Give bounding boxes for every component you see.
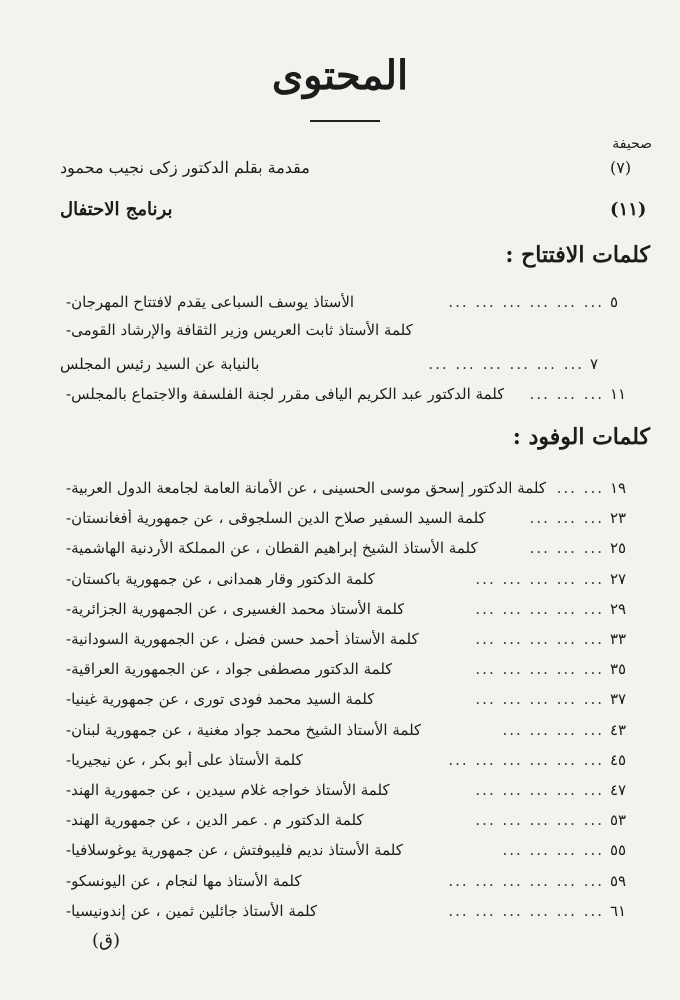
toc-entry: - كلمة الأستاذ نديم فليبوفتش ، عن جمهورية يوغوسلافيا ... ... ... ... ٥٥: [60, 838, 650, 862]
toc-entry: - كلمة الأستاذ مها لنجام ، عن اليونسكو ... ... ... ... ... ... ٥٩: [60, 869, 650, 893]
toc-entry-page: ١٩: [610, 479, 627, 497]
toc-entry: - كلمة الدكتور وقار همدانى ، عن جمهورية باكستان ... ... ... ... ... ٢٧: [60, 567, 650, 591]
page-title: المحتوى: [271, 52, 409, 99]
toc-entry-text: برنامج الاحتفال: [60, 198, 173, 220]
title-underline: [310, 120, 380, 122]
toc-entry: - كلمة الدكتور إسحق موسى الحسينى ، عن الأمانة العامة لجامعة الدول العربية ... ... ١٩: [60, 476, 650, 500]
toc-entry-text: كلمة الأستاذ جائلين ثمين ، عن إندونيسيا: [71, 901, 318, 920]
toc-entry-text: كلمة الدكتور عبد الكريم اليافى مقرر لجنة الفلسفة والاجتماع بالمجلس: [71, 385, 505, 403]
toc-entry-text: كلمة الأستاذ مها لنجام ، عن اليونسكو: [71, 871, 302, 890]
toc-entry-page: ٣٣: [610, 630, 627, 648]
toc-entry-page: ٥: [610, 293, 619, 311]
toc-entry: - كلمة الأستاذ أحمد حسن فضل ، عن الجمهورية السودانية ... ... ... ... ... ٣٣: [60, 627, 650, 651]
toc-entry: - كلمة الأستاذ ثابت العريس وزير الثقافة والإرشاد القومى: [66, 321, 413, 339]
toc-entry: - كلمة السيد محمد فودى تورى ، عن جمهورية غينيا ... ... ... ... ... ٣٧: [60, 687, 650, 711]
section-heading-opening: كلمات الافتتاح :: [505, 242, 650, 268]
toc-entry-text: كلمة الدكتور مصطفى جواد ، عن الجمهورية العراقية: [71, 660, 393, 679]
toc-entry-page: ٣٧: [610, 690, 627, 709]
toc-entry-text: مقدمة بقلم الدكتور زكى نجيب محمود: [60, 157, 310, 177]
toc-entry-page: ٤٧: [610, 781, 627, 799]
toc-entry-page: ٥٣: [610, 811, 627, 830]
toc-entry: - كلمة الأستاذ محمد الغسيرى ، عن الجمهورية الجزائرية ... ... ... ... ... ٢٩: [60, 597, 650, 621]
toc-entry: - كلمة الدكتور مصطفى جواد ، عن الجمهورية العراقية ... ... ... ... ... ٣٥: [60, 657, 650, 681]
toc-entry-text: كلمة الأستاذ ثابت العريس وزير الثقافة والإرشاد القومى: [71, 321, 413, 339]
toc-entry-text: كلمة الدكتور م . عمر الدين ، عن جمهورية الهند: [71, 811, 364, 830]
toc-entry-text: كلمة الأستاذ على أبو بكر ، عن نيجيريا: [71, 750, 303, 769]
toc-entry-page: ٢٥: [610, 539, 627, 558]
toc-entry-continuation: بالنيابة عن السيد رئيس المجلس ... ... ... ... ... ... ٧: [60, 352, 630, 376]
toc-entry-text: كلمة الأستاذ خواجه غلام سيدين ، عن جمهورية الهند: [71, 781, 390, 799]
toc-entry: - كلمة السيد السفير صلاح الدين السلجوقى ، عن جمهورية أفغانستان ... ... ... ٢٣: [60, 506, 650, 530]
toc-entry-text: كلمة الدكتور إسحق موسى الحسينى ، عن الأمانة العامة لجامعة الدول العربية: [71, 479, 547, 497]
toc-entry: - كلمة الأستاذ جائلين ثمين ، عن إندونيسيا ... ... ... ... ... ... ٦١: [60, 899, 650, 923]
toc-entry: - الأستاذ يوسف السباعى يقدم لافتتاح المهرجان ... ... ... ... ... ... ٥: [60, 290, 650, 314]
toc-entry-text: كلمة الدكتور وقار همدانى ، عن جمهورية باكستان: [71, 569, 375, 588]
toc-entry-text: كلمة الأستاذ الشيخ محمد جواد مغنية ، عن جمهورية لبنان: [71, 720, 422, 739]
toc-entry-text: كلمة الأستاذ أحمد حسن فضل ، عن الجمهورية السودانية: [71, 630, 419, 648]
toc-entry-page: ٣٥: [610, 660, 627, 679]
toc-intro-line: [60, 197, 650, 221]
toc-entry-text: الأستاذ يوسف السباعى يقدم لافتتاح المهرجان: [71, 293, 355, 311]
toc-entry-page: ٢٣: [610, 509, 627, 528]
toc-entry-text: كلمة الأستاذ محمد الغسيرى ، عن الجمهورية الجزائرية: [71, 599, 405, 618]
toc-entry: - كلمة الدكتور عبد الكريم اليافى مقرر لجنة الفلسفة والاجتماع بالمجلس ... ... ... ١١: [60, 382, 650, 406]
page-footer-marker: (ق): [92, 930, 121, 951]
toc-entry-text: كلمة الأستاذ الشيخ إبراهيم القطان ، عن المملكة الأردنية الهاشمية: [71, 539, 478, 558]
toc-entry-page: ٤٥: [610, 750, 627, 769]
toc-entry-text: كلمة السيد محمد فودى تورى ، عن جمهورية غينيا: [71, 690, 375, 709]
toc-entry-page: ١١: [610, 385, 627, 403]
toc-entry: - كلمة الأستاذ الشيخ إبراهيم القطان ، عن المملكة الأردنية الهاشمية ... ... ... ٢٥: [60, 536, 650, 560]
toc-entry-page: (٧): [610, 157, 632, 177]
toc-entry-page: ٥٥: [610, 841, 627, 860]
toc-entry: - كلمة الأستاذ على أبو بكر ، عن نيجيريا ... ... ... ... ... ... ٤٥: [60, 748, 650, 772]
toc-entry-page: ٢٧: [610, 569, 627, 588]
toc-entry-page: ٢٩: [610, 599, 627, 618]
toc-entry: - كلمة الأستاذ خواجه غلام سيدين ، عن جمهورية الهند ... ... ... ... ... ٤٧: [60, 778, 650, 802]
section-heading-delegations: كلمات الوفود :: [512, 424, 650, 450]
toc-entry-page: ٦١: [610, 901, 627, 920]
toc-entry: - كلمة الأستاذ الشيخ محمد جواد مغنية ، عن جمهورية لبنان ... ... ... ... ٤٣: [60, 718, 650, 742]
toc-entry-page: ٤٣: [610, 720, 627, 739]
toc-entry-text: كلمة الأستاذ نديم فليبوفتش ، عن جمهورية يوغوسلافيا: [71, 841, 403, 860]
toc-entry-page: ٥٩: [610, 871, 627, 890]
toc-entry-page: (١١): [610, 198, 647, 220]
page-column-label: صحيفة: [612, 136, 652, 152]
toc-entry: - كلمة الدكتور م . عمر الدين ، عن جمهورية الهند ... ... ... ... ... ٥٣: [60, 808, 650, 832]
toc-entry-text: بالنيابة عن السيد رئيس المجلس: [60, 355, 260, 373]
toc-intro-line: [60, 155, 650, 179]
toc-entry-page: ٧: [590, 355, 599, 373]
toc-entry-text: كلمة السيد السفير صلاح الدين السلجوقى ، عن جمهورية أفغانستان: [71, 509, 486, 528]
